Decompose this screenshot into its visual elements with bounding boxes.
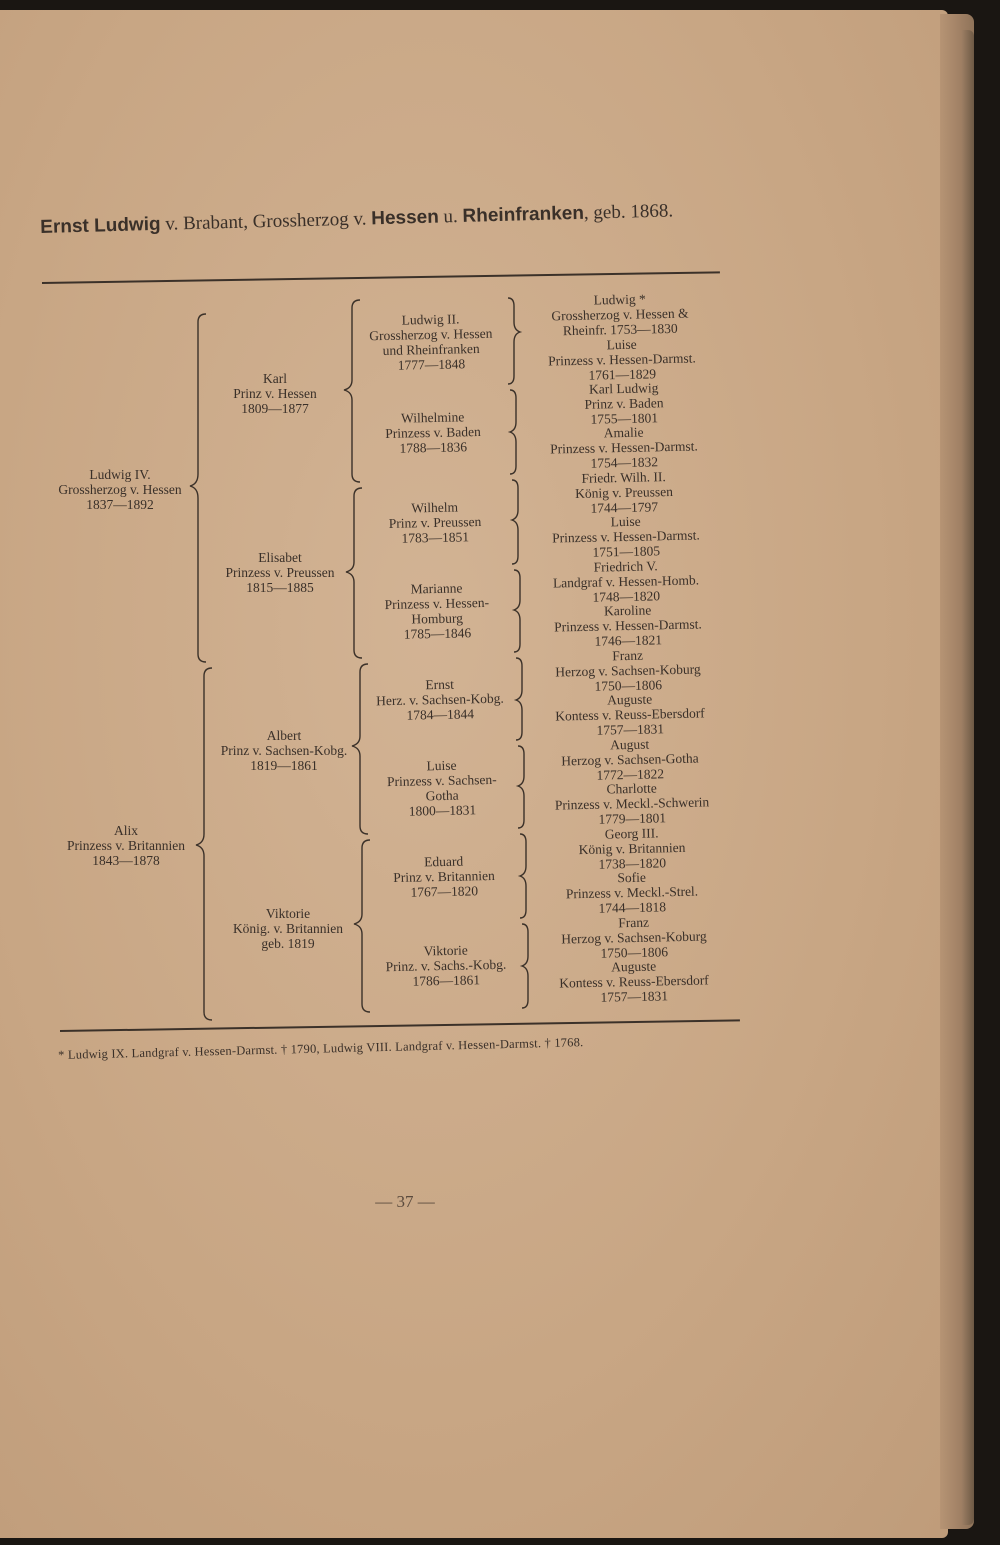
bracket-g3-3 — [512, 480, 518, 564]
person-viktorie-gen3: Viktorie Prinz. v. Sachs.-Kobg. 1786—1861 — [385, 942, 507, 989]
person-marianne: Marianne Prinzess v. Hessen- Homburg 1785—1846 — [384, 580, 490, 642]
person-g4-15: Franz Herzog v. Sachsen-Koburg 1750—1806 — [561, 914, 707, 961]
bracket-g3-1 — [508, 298, 520, 384]
person-g4-4: Amalie Prinzess v. Hessen-Darmst. 1754—1832 — [550, 424, 698, 471]
title-mid2: u. — [438, 205, 463, 228]
person-g4-10: Auguste Kontess v. Reuss-Ebersdorf 1757—1831 — [555, 691, 705, 738]
footnote: * Ludwig IX. Landgraf v. Hessen-Darmst. † 1790, Ludwig VIII. Landgraf v. Hessen-Darmst. † 1768. — [58, 1035, 584, 1062]
person-viktorie-gen2: Viktorie König. v. Britannien geb. 1819 — [232, 906, 344, 951]
person-luise-gotha: Luise Prinzess v. Sachsen- Gotha 1800—1831 — [386, 757, 497, 819]
title-hessen: Hessen — [370, 206, 440, 230]
bracket-g3-7 — [520, 834, 526, 918]
person-wilhelmine: Wilhelmine Prinzess v. Baden 1788—1836 — [385, 409, 481, 456]
person-g4-2: Luise Prinzess v. Hessen-Darmst. 1761—1829 — [548, 336, 696, 383]
person-g4-6: Luise Prinzess v. Hessen-Darmst. 1751—1805 — [552, 513, 700, 560]
person-elisabet: Elisabet Prinzess v. Preussen 1815—1885 — [225, 550, 335, 595]
person-g4-3: Karl Ludwig Prinz v. Baden 1755—1801 — [584, 380, 664, 427]
bracket-g3-6 — [518, 746, 524, 828]
person-ernst: Ernst Herz. v. Sachsen-Kobg. 1784—1844 — [375, 676, 505, 723]
person-ludwig-ii: Ludwig II. Grossherzog v. Hessen und Rheinfranken 1777—1848 — [369, 311, 493, 373]
person-karl: Karl Prinz v. Hessen 1809—1877 — [233, 371, 317, 416]
person-g4-14: Sofie Prinzess v. Meckl.-Strel. 1744—1818 — [565, 869, 699, 916]
person-g4-13: Georg III. König v. Britannien 1738—1820 — [578, 825, 686, 872]
bracket-g3-5 — [516, 658, 522, 740]
person-ludwig-iv: Ludwig IV. Grossherzog v. Hessen 1837—1892 — [58, 467, 182, 512]
page-number: — 37 — — [375, 1192, 435, 1211]
person-g4-16: Auguste Kontess v. Reuss-Ebersdorf 1757—1831 — [559, 958, 709, 1005]
person-g4-8: Karoline Prinzess v. Hessen-Darmst. 1746—1821 — [554, 602, 702, 649]
person-g4-5: Friedr. Wilh. II. König v. Preussen 1744—1797 — [574, 469, 674, 516]
title-tail: , geb. 1868. — [583, 200, 674, 224]
person-albert: Albert Prinz v. Sachsen-Kobg. 1819—1861 — [220, 728, 348, 773]
title-name: Ernst Ludwig — [40, 213, 161, 238]
person-alix: Alix Prinzess v. Britannien 1843—1878 — [67, 823, 185, 868]
person-wilhelm: Wilhelm Prinz v. Preussen 1783—1851 — [388, 499, 482, 546]
person-eduard: Eduard Prinz v. Britannien 1767—1820 — [393, 853, 495, 900]
person-g4-11: August Herzog v. Sachsen-Gotha 1772—1822 — [561, 736, 699, 783]
person-g4-7: Friedrich V. Landgraf v. Hessen-Homb. 1748—1820 — [552, 558, 700, 605]
person-g4-12: Charlotte Prinzess v. Meckl.-Schwerin 1779—1801 — [554, 780, 710, 827]
person-g4-1: Ludwig * Grossherzog v. Hessen & Rheinfr. 1753—1830 — [551, 291, 689, 339]
title-mid1: v. Brabant, Grossherzog v. — [160, 208, 372, 235]
title-rheinfranken: Rheinfranken — [462, 202, 585, 227]
bracket-g3-4 — [514, 570, 520, 652]
person-g4-9: Franz Herzog v. Sachsen-Koburg 1750—1806 — [555, 647, 701, 694]
bracket-g3-2 — [510, 390, 516, 474]
